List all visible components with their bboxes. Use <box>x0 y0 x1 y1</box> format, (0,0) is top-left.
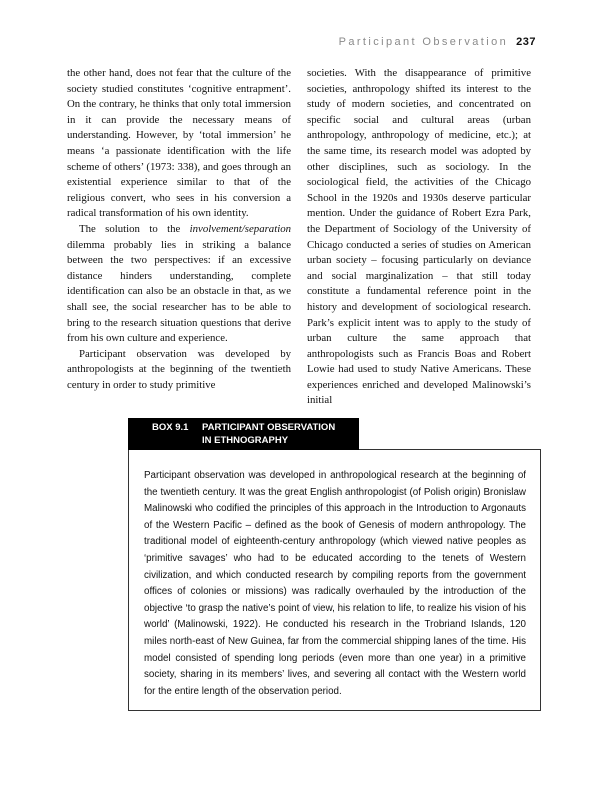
left-paragraph-2-start: The solution to the <box>79 222 190 235</box>
left-paragraph-2 <box>67 222 291 347</box>
left-paragraph-2-end: dilemma probably lies in striking a balance between the two perspectives: if an excessive distance hinders understanding, complete identification can also be an obstacle in that, as we shall see, the social researcher has to be able to bring to the research situation questions that derive from his own culture and experience. <box>67 238 291 345</box>
left-paragraph-1: the other hand, does not fear that the culture of the society studied constitutes ‘cognitive entrapment’. On the contrary, he thinks that only total immersion in it can provide the necessary means of understanding. However, by ‘total immersion’ he means ‘a passionate identification with the life scheme of others’ (1973: 338), and goes through an existential experience similar to that of the religious convert, who sees in his conversion a radical transformation of his own identity. <box>67 67 291 220</box>
running-head-title: Participant Observation <box>338 36 509 48</box>
box-label: BOX 9.1 <box>152 422 189 433</box>
left-column <box>67 66 291 393</box>
right-column <box>307 66 531 409</box>
box-title-line-1: PARTICIPANT OBSERVATION <box>202 422 336 433</box>
running-head <box>339 36 536 48</box>
box-title-line-2: IN ETHNOGRAPHY <box>202 435 289 446</box>
italic-term-involvement-separation: involvement/separation <box>189 222 291 235</box>
right-paragraph-1: societies. With the disappearance of primitive societies, anthropology shifted its interest to the study of modern societies, and concentrated on specific social and cultural areas (urban anthropology, anthropology of medicine, etc.); at the same time, its research model was adopted by other disciplines, such as sociology. In the sociological field, the activities of the Chicago School in the 1920s and 1930s deserve particular mention. Under the guidance of Robert Ezra Park, the Department of Sociology of the University of Chicago conducted a series of studies on American urban society – focusing particularly on deviance and social marginalization – that still today constitute a fundamental reference point in the history and development of sociological research. Park’s explicit intent was to apply to the study of urban culture the same approach that anthropologists such as Francis Boas and Robert Lowie had used to study Native Americans. These experiences enriched and developed Malinowski’s initial <box>307 67 531 407</box>
left-paragraph-3: Participant observation was developed by anthropologists at the beginning of the twentieth century in order to study primitive <box>67 347 291 391</box>
page-number: 237 <box>516 36 536 48</box>
box-body-text: Participant observation was developed in anthropological research at the beginning of the twentieth century. It was the great English anthropologist (of Polish origin) Bronislaw Malinowski who codified the principles of this approach in the Introduction to Argonauts of the Western Pacific – defined as the book of Genesis of modern anthropology. The traditional model of eighteenth-century anthropology (which viewed native peoples as ‘primitive savages’ who had to be educated according to the tenets of Western civilization, and which conducted research by compiling reports from the government offices of colonies or missions) was radically overhauled by the introduction of the objective ‘to grasp the native’s point of view, his relation to life, to realize his vision of his world’ (Malinowski, 1922). He conducted his research in the Trobriand Islands, 120 miles north-east of New Guinea, far from the commercial shipping lanes of the time. His model consisted of spending long periods (even more than one year) in a primitive society, sharing in its members’ lives, and severing all contact with the Western world for the entire length of the observation period. <box>144 470 526 697</box>
box-title-tab <box>128 418 359 450</box>
